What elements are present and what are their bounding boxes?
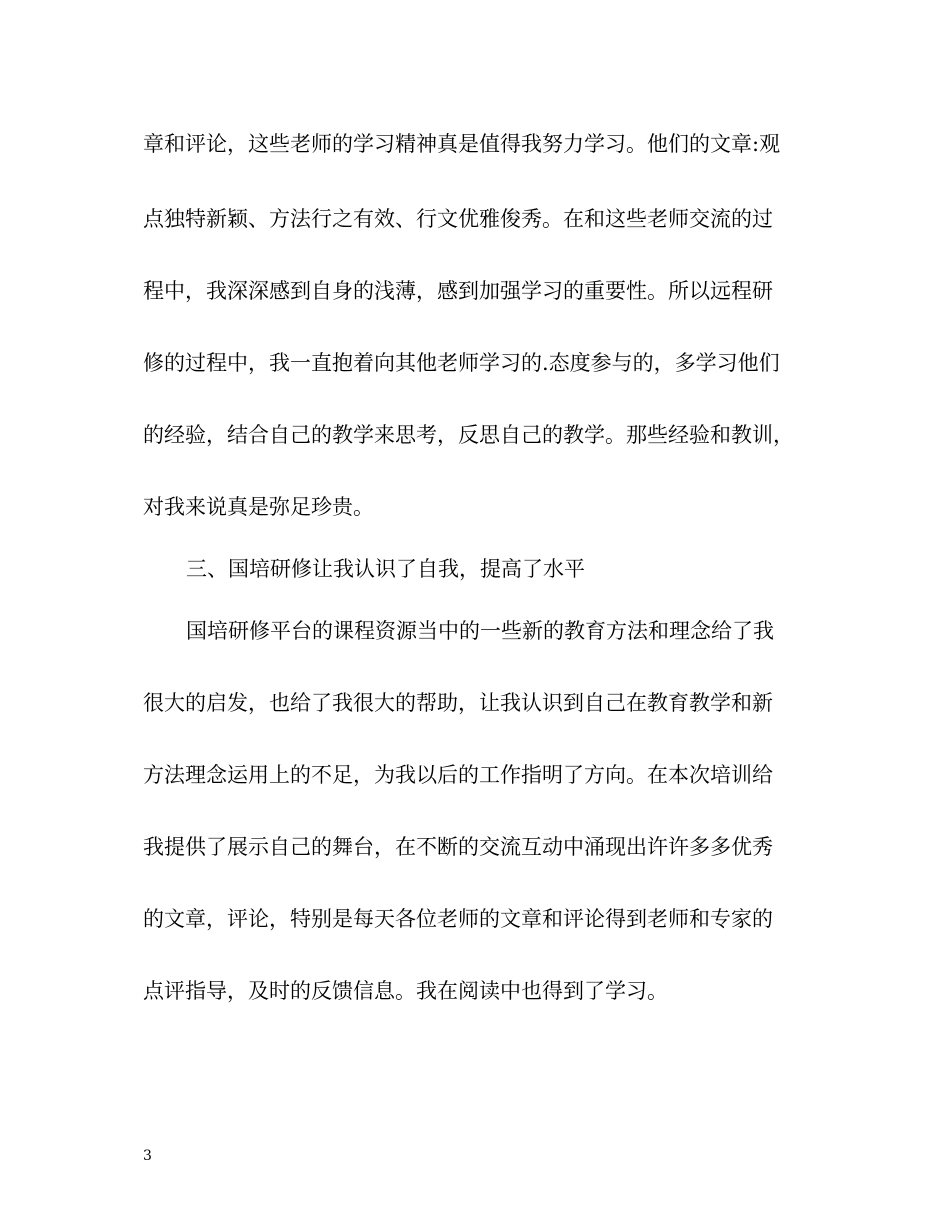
paragraph-line: 的经验，结合自己的教学来思考，反思自己的教学。那些经验和教训， — [143, 423, 794, 447]
paragraph-line: 方法理念运用上的不足，为我以后的工作指明了方向。在本次培训给 — [143, 763, 773, 787]
paragraph-line: 程中，我深深感到自身的浅薄，感到加强学习的重要性。所以远程研 — [143, 279, 773, 303]
paragraph-line: 的文章，评论，特别是每天各位老师的文章和评论得到老师和专家的 — [143, 907, 773, 931]
paragraph-line: 点独特新颖、方法行之有效、行文优雅俊秀。在和这些老师交流的过 — [143, 207, 773, 231]
paragraph-line: 国培研修平台的课程资源当中的一些新的教育方法和理念给了我 — [186, 619, 774, 643]
paragraph-line: 我提供了展示自己的舞台，在不断的交流互动中涌现出许许多多优秀 — [143, 835, 773, 859]
paragraph-line: 对我来说真是弥足珍贵。 — [143, 495, 374, 519]
paragraph-line: 点评指导，及时的反馈信息。我在阅读中也得到了学习。 — [143, 979, 668, 1003]
paragraph-line: 章和评论，这些老师的学习精神真是值得我努力学习。他们的文章:观 — [143, 132, 781, 156]
paragraph-line: 修的过程中，我一直抱着向其他老师学习的.态度参与的，多学习他们 — [143, 351, 780, 375]
paragraph-line: 很大的启发，也给了我很大的帮助，让我认识到自己在教育教学和新 — [143, 691, 773, 715]
page-number: 3 — [143, 1148, 152, 1164]
section-heading: 三、国培研修让我认识了自我，提高了水平 — [186, 557, 585, 581]
